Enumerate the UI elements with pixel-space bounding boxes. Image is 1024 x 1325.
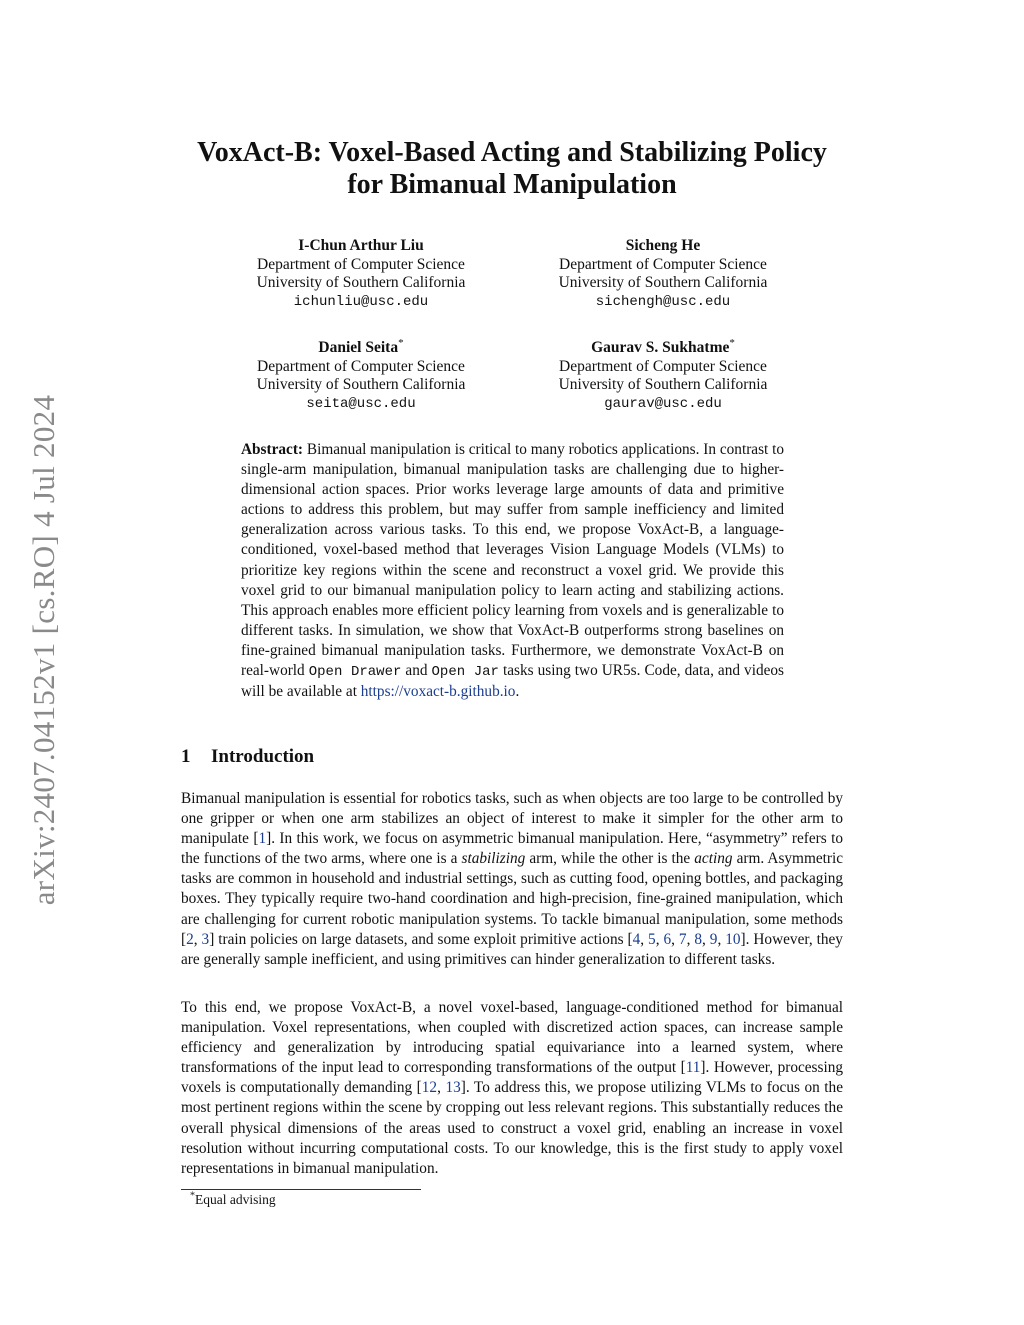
footnote-divider — [181, 1189, 421, 1190]
abstract-text: Bimanual manipulation is critical to many robotics applications. In contrast to single-arm manipulation, bimanual manipulation tasks are challenging due to higher-dimensional action spaces. Prior works leverage large amounts of data and primitive actions to address this problem, but may suffer from sample inefficiency and limited generalization across various tasks. To this end, we propose VoxAct-B, a language-conditioned, voxel-based method that leverages Vision Language Models (VLMs) to prioritize key regions within the scene and reconstruct a voxel grid. We provide this voxel grid to our bimanual manipulation policy to learn acting and stabilizing actions. This approach enables more efficient policy learning from voxels and is generalizable to different tasks. In simulation, we show that VoxAct-B outperforms strong baselines on fine-grained bimanual manipulation tasks. Furthermore, we demonstrate VoxAct-B on real-world — [241, 441, 785, 680]
author-univ: University of Southern California — [558, 274, 768, 291]
footnote — [190, 1192, 276, 1208]
author-dept: Department of Computer Science — [559, 255, 767, 273]
citation-link[interactable]: 9 — [709, 930, 718, 948]
author-block-4 — [513, 336, 813, 413]
citation-link[interactable]: 2 — [186, 930, 194, 948]
intro-paragraph-2: To this end, we propose VoxAct-B, a novel voxel-based, language-conditioned method for bimanual manipulation. Voxel representations, when coupled with discretized action spaces, can increase sample efficiency and generalization by introducing spatial equivariance into a learned system, where transformations of the input lead to corresponding transformations of the output [11]. However, processing voxels is computationally demanding [12, 13]. To address this, we propose utilizing VLMs to focus on the most pertinent regions within the scene by cropping out less relevant regions. This substantially reduces the overall physical dimensions of the areas used to construct a voxel grid, enabling an increase in voxel resolution without incurring computational costs. To our knowledge, this is the first study to apply voxel representations in bimanual manipulation. — [181, 999, 843, 1177]
equal-advising-mark: * — [729, 336, 735, 349]
project-url-link[interactable]: https://voxact-b.github.io — [360, 683, 516, 701]
citation-link[interactable]: 3 — [201, 930, 210, 948]
title-line-1: VoxAct-B: Voxel-Based Acting and Stabilizing Policy — [197, 137, 827, 168]
task-open-jar: Open Jar — [431, 664, 499, 681]
citation-link[interactable]: 5 — [648, 930, 656, 948]
author-name: Daniel Seita* — [318, 336, 404, 356]
abstract: Abstract: Bimanual manipulation is critical to many robotics applications. In contrast to single-arm manipulation, bimanual manipulation tasks are challenging due to higher-dimensional action spaces. Prior works leverage large amounts of data and primitive actions to address this problem, but may suffer from sample inefficiency and limited generalization across various tasks. To this end, we propose VoxAct-B, a language-conditioned, voxel-based method that leverages Vision Language Models (VLMs) to prioritize key regions within the scene and reconstruct a voxel grid. We provide this voxel grid to our bimanual manipulation policy to learn acting and stabilizing actions. This approach enables more efficient policy learning from voxels and is generalizable to different tasks. In simulation, we show that VoxAct-B outperforms strong baselines on fine-grained bimanual manipulation tasks. Furthermore, we demonstrate VoxAct-B on real-world Open Drawer and Open Jar tasks using two UR5s. Code, data, and videos will be available at https://voxact-b.github.io. — [241, 441, 785, 701]
footnote-text: Equal advising — [195, 1192, 276, 1207]
section-heading-introduction — [181, 746, 314, 768]
citation-link[interactable]: 6 — [663, 930, 672, 948]
section-number: 1 — [181, 746, 191, 767]
author-dept: Department of Computer Science — [257, 255, 465, 273]
author-email[interactable]: seita@usc.edu — [306, 395, 416, 412]
author-email[interactable]: ichunliu@usc.edu — [293, 293, 429, 310]
citation-link[interactable]: 11 — [685, 1059, 701, 1077]
author-univ: University of Southern California — [558, 376, 768, 393]
equal-advising-mark: * — [398, 336, 404, 349]
footnote-mark: * — [190, 1190, 195, 1202]
author-email[interactable]: sichengh@usc.edu — [595, 293, 731, 310]
author-name: Sicheng He — [625, 237, 701, 254]
author-name: Gaurav S. Sukhatme* — [591, 336, 735, 356]
title-line-2: for Bimanual Manipulation — [347, 169, 677, 200]
citation-link[interactable]: 8 — [694, 930, 702, 948]
abstract-label: Abstract: — [241, 441, 304, 458]
author-block-1 — [211, 237, 511, 311]
author-block-3 — [211, 336, 511, 413]
author-univ: University of Southern California — [256, 376, 466, 393]
citation-link[interactable]: 12 — [421, 1079, 438, 1097]
author-email[interactable]: gaurav@usc.edu — [604, 395, 722, 412]
citation-link[interactable]: 7 — [678, 930, 687, 948]
section-title: Introduction — [211, 746, 315, 767]
citation-link[interactable]: 10 — [725, 930, 741, 948]
author-univ: University of Southern California — [256, 274, 466, 291]
citation-link[interactable]: 4 — [632, 930, 641, 948]
paper-title — [150, 137, 874, 201]
author-dept: Department of Computer Science — [559, 357, 767, 375]
intro-paragraph-1: Bimanual manipulation is essential for robotics tasks, such as when objects are too large to be controlled by one gripper or when one arm stabilizes an object of interest to make it simpler for the other arm to manipulate [1]. In this work, we focus on asymmetric bimanual manipulation. Here, “asymmetry” refers to the functions of the two arms, where one is a stabilizing arm, while the other is the acting arm. Asymmetric tasks are common in household and industrial settings, such as cutting food, opening bottles, and packaging boxes. They typically require two-hand coordination and high-precision, fine-grained manipulation, which are challenging for current robotic manipulation systems. To tackle bimanual manipulation, some methods [2, 3] train policies on large datasets, and some exploit primitive actions [4, 5, 6, 7, 8, 9, 10]. However, they are generally sample inefficient, and using primitives can hinder generalization to different tasks. — [181, 790, 844, 968]
author-name: I-Chun Arthur Liu — [298, 237, 424, 254]
arxiv-identifier: arXiv:2407.04152v1 [cs.RO] 4 Jul 2024 — [26, 394, 61, 906]
task-open-drawer: Open Drawer — [308, 664, 402, 681]
author-block-2 — [513, 237, 813, 311]
citation-link[interactable]: 13 — [445, 1079, 461, 1097]
citation-link[interactable]: 1 — [258, 830, 267, 848]
author-dept: Department of Computer Science — [257, 357, 465, 375]
